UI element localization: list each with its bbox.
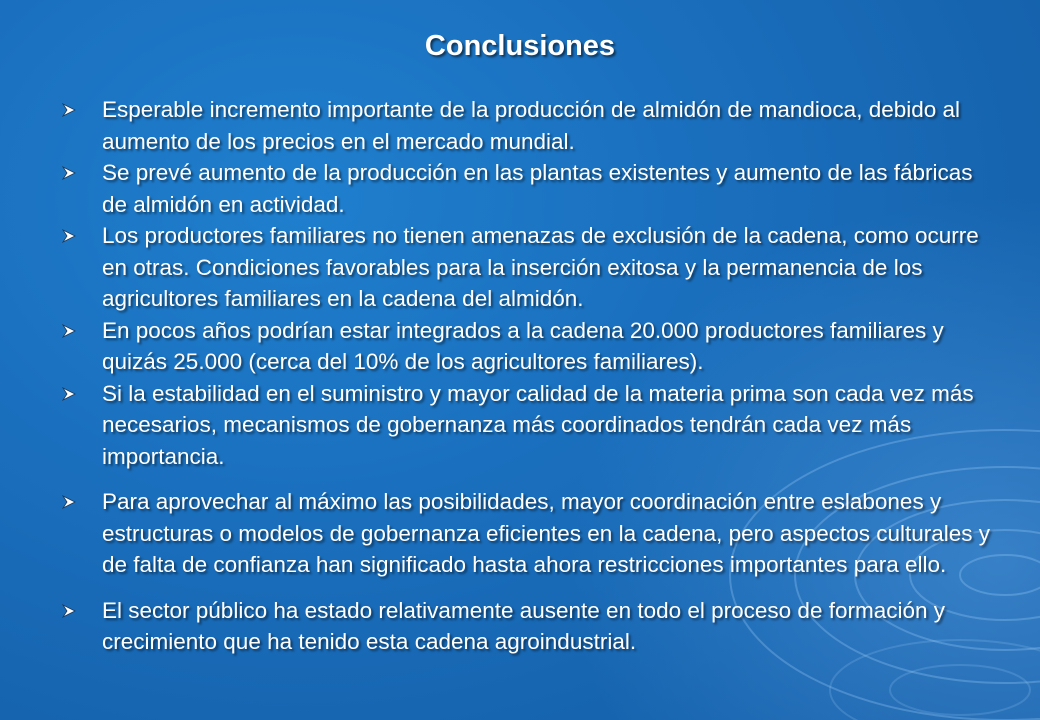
- bullet-list: [62, 94, 1002, 658]
- bullet-text: El sector público ha estado relativamente ausente en todo el proceso de formación y crecimiento que ha tenido esta cadena agroindustrial.: [102, 597, 946, 654]
- arrow-bullet-icon: [62, 495, 76, 509]
- bullet-text: Se prevé aumento de la producción en las plantas existentes y aumento de las fábricas de almidón en actividad.: [102, 160, 973, 217]
- bullet-text: Si la estabilidad en el suministro y mayor calidad de la materia prima son cada vez más necesarios, mecanismos de gobernanza más coordinados tendrán cada vez más importancia.: [102, 380, 974, 469]
- bullet-item: [62, 220, 1002, 315]
- bullet-item: [62, 94, 1002, 157]
- arrow-bullet-icon: [62, 166, 76, 180]
- bullet-text: Para aprovechar al máximo las posibilidades, mayor coordinación entre eslabones y estructuras o modelos de gobernanza eficientes en la cadena, pero aspectos culturales y de falta de confianza han significado hasta ahora restricciones importantes para ello.: [102, 489, 991, 577]
- bullet-item: [62, 378, 1002, 473]
- arrow-bullet-icon: [62, 229, 76, 243]
- arrow-bullet-icon: [62, 604, 76, 618]
- arrow-bullet-icon: [62, 387, 76, 401]
- bullet-text: Esperable incremento importante de la producción de almidón de mandioca, debido al aumento de los precios en el mercado mundial.: [102, 97, 961, 154]
- bullet-item: [62, 315, 1002, 378]
- slide-title: Conclusiones: [424, 30, 616, 62]
- bullet-item: [62, 157, 1002, 220]
- bullet-text: Los productores familiares no tienen amenazas de exclusión de la cadena, como ocurre en otras. Condiciones favorables para la inserción exitosa y la permanencia de los agricultores familiares en la cadena del almidón.: [102, 223, 979, 311]
- bullet-text: En pocos años podrían estar integrados a la cadena 20.000 productores familiares y quizás 25.000 (cerca del 10% de los agricultores familiares).: [102, 317, 944, 374]
- arrow-bullet-icon: [62, 324, 76, 338]
- arrow-bullet-icon: [62, 103, 76, 117]
- bullet-item: [62, 486, 1002, 581]
- bullet-item: [62, 595, 1002, 658]
